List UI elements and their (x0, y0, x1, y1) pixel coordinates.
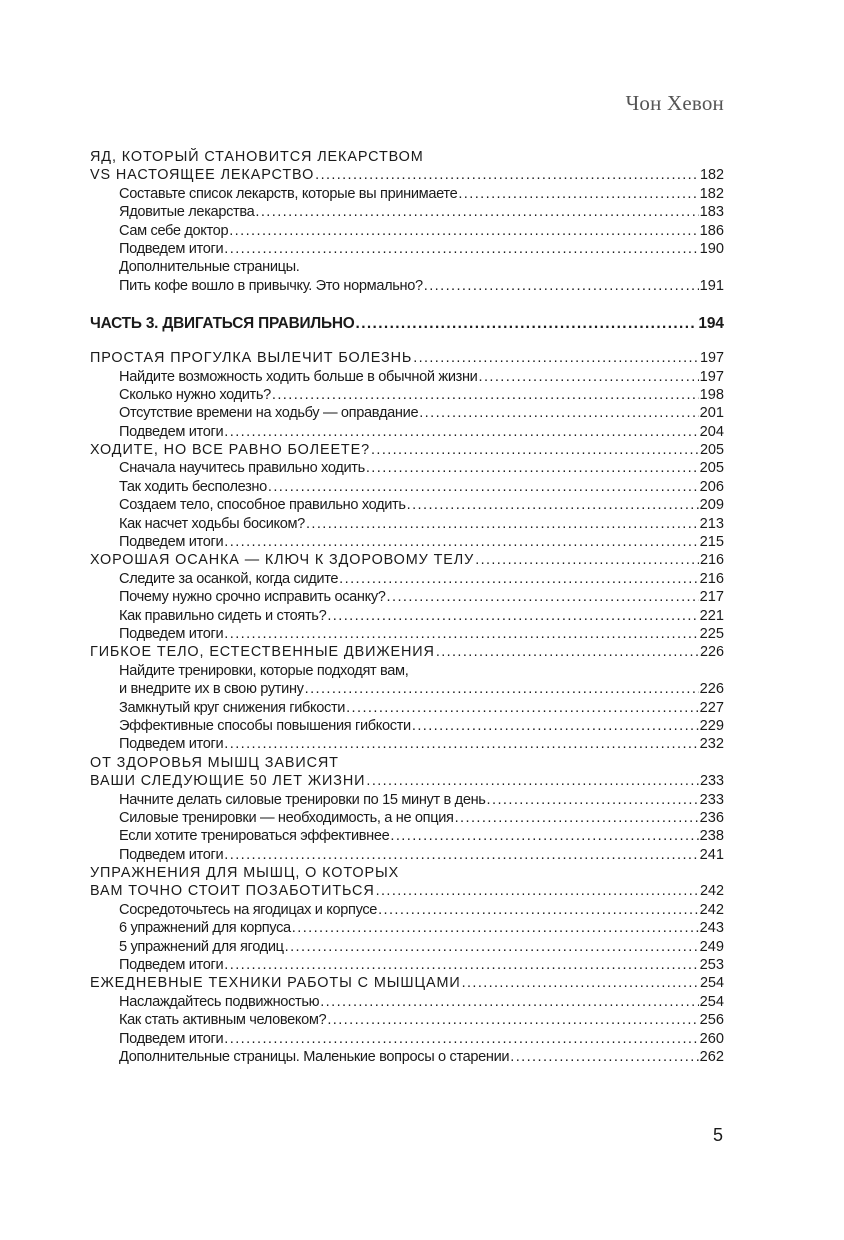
toc-entry-page: 229 (699, 717, 724, 734)
toc-entry-section (90, 570, 724, 588)
toc-line (90, 588, 724, 606)
toc-entry-title: Ядовитые лекарства (119, 204, 255, 221)
toc-entry-chapter (90, 643, 724, 661)
toc-entry-title: Силовые тренировки — необходимость, а не опция (119, 809, 454, 826)
toc-entry-section (90, 1011, 724, 1029)
toc-entry-title: Подведем итоги (119, 1030, 224, 1047)
toc-line (90, 1048, 724, 1066)
toc-entry-page: 221 (699, 607, 724, 624)
toc-entry-page: 204 (699, 423, 724, 440)
dot-leader (390, 827, 698, 845)
toc-entry-title: Следите за осанкой, когда сидите (119, 570, 339, 587)
toc-entry-page: 198 (699, 386, 724, 403)
toc-entry-section (90, 404, 724, 422)
toc-line (90, 643, 724, 661)
toc-entry-title: ЕЖЕДНЕВНЫЕ ТЕХНИКИ РАБОТЫ С МЫШЦАМИ (90, 975, 461, 992)
toc-line (90, 515, 724, 533)
toc-line (90, 551, 724, 569)
toc-entry-section (90, 827, 724, 845)
toc-entry-page: 226 (699, 644, 724, 661)
toc-line (90, 680, 724, 698)
toc-entry-section (90, 717, 724, 735)
dot-leader (255, 203, 698, 221)
toc-entry-title: Составьте список лекарств, которые вы принимаете (119, 185, 458, 202)
dot-leader (478, 368, 698, 386)
toc-entry-title: 5 упражнений для ягодиц (119, 938, 284, 955)
toc-entry-section (90, 459, 724, 477)
toc-line (90, 478, 724, 496)
toc-entry-page: 241 (699, 846, 724, 863)
toc-entry-page: 201 (699, 405, 724, 422)
toc-entry-section (90, 258, 724, 295)
dot-leader (436, 643, 699, 661)
toc-line (90, 533, 724, 551)
toc-entry-section (90, 386, 724, 404)
dot-leader (327, 607, 698, 625)
dot-leader (412, 717, 699, 735)
toc-entry-section (90, 919, 724, 937)
dot-leader (224, 423, 698, 441)
toc-entry-page: 243 (699, 920, 724, 937)
toc-entry-section (90, 515, 724, 533)
toc-line (90, 441, 724, 459)
toc-line (90, 846, 724, 864)
toc-entry-section (90, 222, 724, 240)
toc-line (90, 148, 724, 166)
toc-entry-page: 256 (699, 1012, 724, 1029)
toc-entry-section (90, 203, 724, 221)
dot-leader (356, 313, 698, 335)
toc-line (90, 735, 724, 753)
toc-entry-page: 194 (698, 315, 724, 333)
toc-entry-section (90, 662, 724, 699)
dot-leader (272, 386, 699, 404)
toc-entry-section (90, 607, 724, 625)
toc-entry-page: 206 (699, 478, 724, 495)
toc-entry-chapter (90, 754, 724, 791)
toc-entry-title: УПРАЖНЕНИЯ ДЛЯ МЫШЦ, О КОТОРЫХ (90, 865, 400, 882)
toc-entry-title: Замкнутый круг снижения гибкости (119, 699, 346, 716)
toc-line (90, 717, 724, 735)
toc-entry-section (90, 533, 724, 551)
toc-entry-page: 262 (699, 1048, 724, 1065)
toc-entry-page: 216 (699, 570, 724, 587)
toc-entry-title: Создаем тело, способное правильно ходить (119, 497, 406, 514)
toc-entry-section (90, 1030, 724, 1048)
toc-entry-page: 254 (699, 975, 724, 992)
toc-line (90, 496, 724, 514)
toc-entry-section (90, 791, 724, 809)
toc-entry-page: 232 (699, 736, 724, 753)
toc-entry-page: 233 (699, 773, 724, 790)
dot-leader (339, 570, 698, 588)
toc-entry-title: ГИБКОЕ ТЕЛО, ЕСТЕСТВЕННЫЕ ДВИЖЕНИЯ (90, 644, 435, 661)
toc-line (90, 625, 724, 643)
toc-entry-part (90, 313, 724, 335)
toc-entry-title: Так ходить бесполезно (119, 478, 267, 495)
toc-entry-page: 197 (699, 368, 724, 385)
toc-line (90, 993, 724, 1011)
toc-entry-title: Пить кофе вошло в привычку. Это нормально? (119, 277, 423, 294)
toc-entry-chapter (90, 441, 724, 459)
dot-leader (407, 496, 699, 514)
toc-entry-chapter (90, 349, 724, 367)
toc-line (90, 699, 724, 717)
toc-line (90, 864, 724, 882)
toc-line (90, 901, 724, 919)
toc-entry-page: 190 (699, 240, 724, 257)
toc-line (90, 882, 724, 900)
toc-entry-title: Подведем итоги (119, 957, 224, 974)
dot-leader (462, 974, 699, 992)
toc-entry-page: 216 (699, 552, 724, 569)
toc-line (90, 277, 724, 295)
toc-line (90, 423, 724, 441)
toc-entry-title: Сколько нужно ходить? (119, 386, 271, 403)
toc-entry-page: 197 (699, 350, 724, 367)
toc-entry-title: Сначала научитесь правильно ходить (119, 460, 365, 477)
toc-entry-title: Если хотите тренироваться эффективнее (119, 828, 390, 845)
toc-entry-title: ЧАСТЬ 3. ДВИГАТЬСЯ ПРАВИЛЬНО (90, 315, 355, 333)
dot-leader (475, 551, 699, 569)
dot-leader (424, 277, 699, 295)
toc-entry-title: Найдите возможность ходить больше в обычной жизни (119, 368, 478, 385)
toc-entry-section (90, 588, 724, 606)
toc-entry-section (90, 240, 724, 258)
toc-line (90, 662, 724, 680)
toc-entry-section (90, 699, 724, 717)
toc-line (90, 258, 724, 276)
toc-entry-title: Подведем итоги (119, 846, 224, 863)
dot-leader (305, 680, 699, 698)
toc-entry-title: Подведем итоги (119, 240, 224, 257)
toc-entry-page: 238 (699, 828, 724, 845)
toc-entry-chapter (90, 974, 724, 992)
toc-entry-section (90, 901, 724, 919)
dot-leader (320, 993, 698, 1011)
toc-line (90, 772, 724, 790)
toc-line (90, 185, 724, 203)
toc-entry-title: ЯД, КОТОРЫЙ СТАНОВИТСЯ ЛЕКАРСТВОМ (90, 149, 424, 165)
toc-line (90, 240, 724, 258)
dot-leader (387, 588, 699, 606)
toc-entry-page: 183 (699, 204, 724, 221)
toc-entry-title: Почему нужно срочно исправить осанку? (119, 589, 386, 606)
dot-leader (371, 441, 699, 459)
toc-entry-title: ВАШИ СЛЕДУЮЩИЕ 50 ЛЕТ ЖИЗНИ (90, 773, 366, 790)
toc-entry-page: 205 (699, 460, 724, 477)
toc-entry-page: 249 (699, 938, 724, 955)
toc-entry-page: 182 (699, 185, 724, 202)
toc-entry-section (90, 478, 724, 496)
toc-entry-title: Подведем итоги (119, 534, 224, 551)
toc-entry-section (90, 185, 724, 203)
toc-entry-title: Подведем итоги (119, 736, 224, 753)
toc-entry-page: 226 (699, 681, 724, 698)
toc-line (90, 754, 724, 772)
running-header-author: Чон Хевон (625, 91, 724, 115)
toc-entry-page: 260 (699, 1030, 724, 1047)
toc-entry-page: 215 (699, 534, 724, 551)
page-number: 5 (713, 1125, 724, 1145)
toc-entry-page: 205 (699, 442, 724, 459)
toc-entry-page: 217 (699, 589, 724, 606)
dot-leader (224, 625, 698, 643)
toc-entry-page: 191 (699, 277, 724, 294)
toc-entry-title: Наслаждайтесь подвижностью (119, 993, 320, 1010)
toc-line (90, 386, 724, 404)
toc-line (90, 827, 724, 845)
toc-entry-title: Как насчет ходьбы босиком? (119, 515, 305, 532)
toc-entry-title: Как стать активным человеком? (119, 1012, 327, 1029)
toc-line (90, 791, 724, 809)
toc-entry-section (90, 993, 724, 1011)
toc-entry-title: Эффективные способы повышения гибкости (119, 717, 411, 734)
toc-entry-title: Как правильно сидеть и стоять? (119, 607, 327, 624)
toc-line (90, 956, 724, 974)
toc-entry-page: 242 (699, 883, 724, 900)
dot-leader (224, 1030, 698, 1048)
dot-leader (285, 938, 699, 956)
toc-entry-title: Сосредоточьтесь на ягодицах и корпусе (119, 901, 378, 918)
dot-leader (315, 166, 699, 184)
toc-entry-section (90, 496, 724, 514)
dot-leader (366, 459, 699, 477)
dot-leader (229, 222, 698, 240)
toc-entry-title: Сам себе доктор (119, 222, 229, 239)
toc-line (90, 919, 724, 937)
toc-line (90, 222, 724, 240)
toc-entry-title: и внедрите их в свою рутину (119, 681, 304, 698)
toc-entry-page: 209 (699, 497, 724, 514)
toc-entry-title: Дополнительные страницы. Маленькие вопросы о старении (119, 1048, 510, 1065)
toc-entry-title: Найдите тренировки, которые подходят вам, (119, 662, 409, 679)
toc-entry-page: 236 (699, 809, 724, 826)
toc-entry-section (90, 956, 724, 974)
toc-line (90, 938, 724, 956)
toc-entry-title: ОТ ЗДОРОВЬЯ МЫШЦ ЗАВИСЯТ (90, 754, 339, 771)
toc-entry-title: ВАМ ТОЧНО СТОИТ ПОЗАБОТИТЬСЯ (90, 883, 375, 900)
toc-line (90, 404, 724, 422)
dot-leader (224, 533, 698, 551)
toc-entry-title: ХОДИТЕ, НО ВСЕ РАВНО БОЛЕЕТЕ? (90, 442, 371, 459)
dot-leader (268, 478, 699, 496)
dot-leader (306, 515, 699, 533)
toc-entry-section (90, 368, 724, 386)
toc-line (90, 607, 724, 625)
toc-entry-title: Подведем итоги (119, 625, 224, 642)
toc-entry-page: 233 (699, 791, 724, 808)
toc-line (90, 570, 724, 588)
toc-line (90, 349, 724, 367)
dot-leader (458, 185, 698, 203)
dot-leader (487, 791, 699, 809)
dot-leader (366, 772, 699, 790)
toc-line (90, 1030, 724, 1048)
toc-entry-title: VS НАСТОЯЩЕЕ ЛЕКАРСТВО (90, 167, 315, 184)
table-of-contents (90, 148, 724, 1066)
toc-entry-section (90, 423, 724, 441)
toc-entry-section (90, 938, 724, 956)
toc-entry-section (90, 625, 724, 643)
toc-entry-title: 6 упражнений для корпуса (119, 920, 291, 937)
toc-line (90, 368, 724, 386)
toc-entry-page: 225 (699, 625, 724, 642)
dot-leader (224, 735, 698, 753)
toc-entry-section (90, 846, 724, 864)
dot-leader (292, 919, 699, 937)
toc-entry-section (90, 1048, 724, 1066)
toc-entry-page: 253 (699, 957, 724, 974)
toc-entry-title: Начните делать силовые тренировки по 15 минут в день (119, 791, 486, 808)
toc-entry-title: ПРОСТАЯ ПРОГУЛКА ВЫЛЕЧИТ БОЛЕЗНЬ (90, 350, 413, 367)
dot-leader (224, 240, 698, 258)
dot-leader (455, 809, 699, 827)
dot-leader (376, 882, 699, 900)
toc-line (90, 459, 724, 477)
dot-leader (327, 1011, 698, 1029)
dot-leader (346, 699, 699, 717)
dot-leader (378, 901, 699, 919)
toc-entry-title: Дополнительные страницы. (119, 259, 300, 276)
toc-entry-title: Подведем итоги (119, 423, 224, 440)
toc-line (90, 809, 724, 827)
toc-entry-chapter (90, 551, 724, 569)
toc-entry-page: 182 (699, 167, 724, 184)
toc-line (90, 166, 724, 184)
toc-line (90, 974, 724, 992)
toc-line (90, 203, 724, 221)
toc-line (90, 313, 724, 335)
toc-entry-page: 213 (699, 515, 724, 532)
toc-entry-page: 242 (699, 901, 724, 918)
dot-leader (419, 404, 698, 422)
toc-line (90, 1011, 724, 1029)
dot-leader (224, 956, 698, 974)
toc-entry-chapter (90, 864, 724, 901)
toc-entry-page: 186 (699, 222, 724, 239)
toc-entry-page: 254 (699, 993, 724, 1010)
toc-entry-title: Отсутствие времени на ходьбу — оправдание (119, 405, 419, 422)
dot-leader (510, 1048, 698, 1066)
toc-entry-section (90, 735, 724, 753)
toc-entry-title: ХОРОШАЯ ОСАНКА — КЛЮЧ К ЗДОРОВОМУ ТЕЛУ (90, 552, 475, 569)
dot-leader (413, 349, 699, 367)
toc-entry-section (90, 809, 724, 827)
toc-entry-chapter (90, 148, 724, 185)
toc-entry-page: 227 (699, 699, 724, 716)
dot-leader (224, 846, 698, 864)
